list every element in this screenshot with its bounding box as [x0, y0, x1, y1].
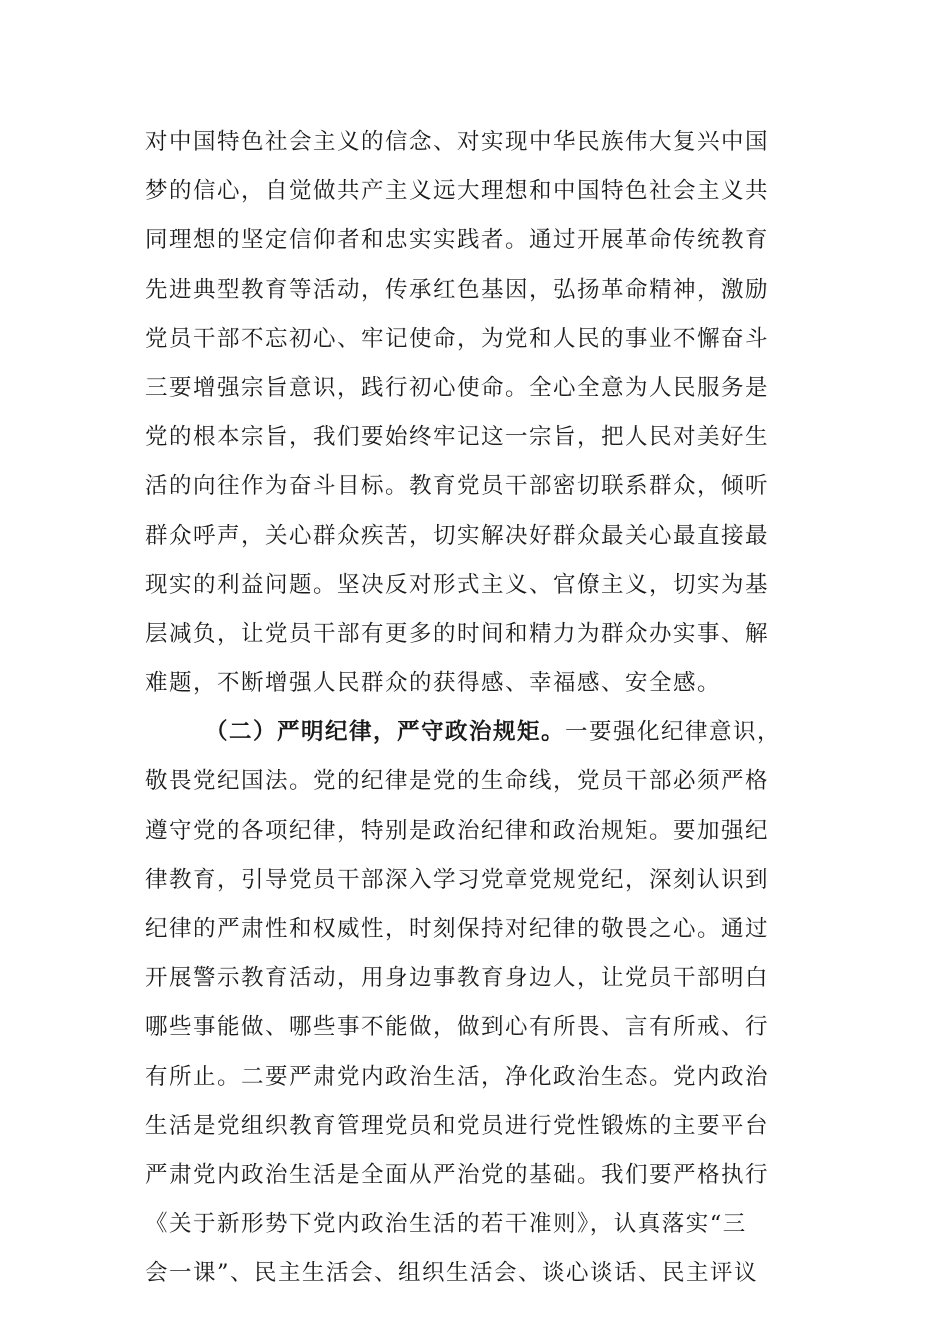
body-line: 现实的利益问题。坚决反对形式主义、官僚主义，切实为基 — [145, 571, 770, 598]
section-line: 严肃党内政治生活是全面从严治党的基础。我们要严格执行 — [145, 1161, 770, 1188]
section-line: 开展警示教育活动，用身边事教育身边人，让党员干部明白 — [145, 965, 770, 992]
body-line: 梦的信心，自觉做共产主义远大理想和中国特色社会主义共 — [145, 178, 770, 205]
document-body — [145, 118, 815, 1299]
section-line: 律教育，引导党员干部深入学习党章党规党纪，深刻认识到 — [145, 866, 770, 893]
section-first-line-text: 一要强化纪律意识， — [565, 719, 782, 746]
body-line: 三要增强宗旨意识，践行初心使命。全心全意为人民服务是 — [145, 374, 770, 401]
body-line: 对中国特色社会主义的信念、对实现中华民族伟大复兴中国 — [145, 129, 770, 155]
section-line: 生活是党组织教育管理党员和党员进行党性锻炼的主要平台 — [145, 1112, 770, 1139]
section-line: 《关于新形势下党内政治生活的若干准则》，认真落实“三 — [145, 1211, 747, 1238]
section-line: 会一课”、民主生活会、组织生活会、谈心谈话、民主评议 — [145, 1260, 759, 1287]
body-line: 同理想的坚定信仰者和忠实实践者。通过开展革命传统教育 — [145, 227, 770, 254]
body-line: 层减负，让党员干部有更多的时间和精力为群众办实事、解 — [145, 620, 770, 647]
section-line: 哪些事能做、哪些事不能做，做到心有所畏、言有所戒、行 — [145, 1014, 770, 1041]
section-line: 敬畏党纪国法。党的纪律是党的生命线，党员干部必须严格 — [145, 768, 770, 795]
section-line: 纪律的严肃性和权威性，时刻保持对纪律的敬畏之心。通过 — [145, 916, 770, 942]
section-heading: （二）严明纪律，严守政治规矩。 — [205, 719, 566, 746]
body-line: 先进典型教育等活动，传承红色基因，弘扬革命精神，激励 — [145, 276, 770, 303]
section-first-line — [145, 708, 815, 757]
section-line: 有所止。二要严肃党内政治生活，净化政治生态。党内政治 — [145, 1063, 770, 1090]
body-line: 党的根本宗旨，我们要始终牢记这一宗旨，把人民对美好生 — [145, 424, 770, 451]
body-line: 活的向往作为奋斗目标。教育党员干部密切联系群众，倾听 — [145, 473, 770, 500]
body-line: 党员干部不忘初心、牢记使命，为党和人民的事业不懈奋斗 — [145, 325, 770, 352]
body-line: 群众呼声，关心群众疾苦，切实解决好群众最关心最直接最 — [145, 522, 770, 549]
section-line: 遵守党的各项纪律，特别是政治纪律和政治规矩。要加强纪 — [145, 817, 770, 844]
body-line: 难题，不断增强人民群众的获得感、幸福感、安全感。 — [145, 670, 722, 697]
